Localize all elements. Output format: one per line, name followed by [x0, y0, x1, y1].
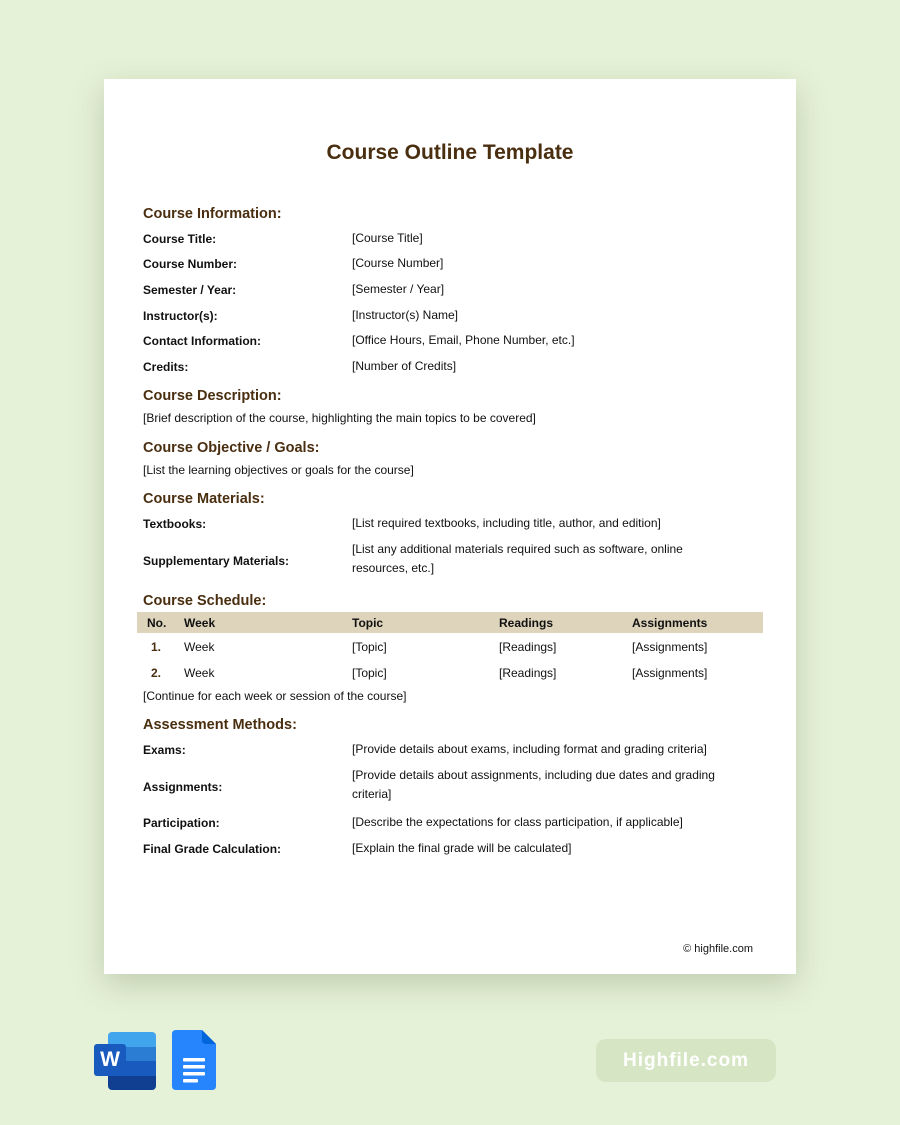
row-number: 1. [151, 640, 162, 654]
exams-value: [Provide details about exams, including format and grading criteria] [352, 742, 707, 756]
column-header-week: Week [184, 616, 216, 630]
participation-label: Participation: [143, 816, 220, 830]
course-objectives-text: [List the learning objectives or goals for the course] [143, 463, 414, 477]
supplementary-materials-value: [List any additional materials required such as software, online resources, etc.] [352, 542, 683, 575]
credits-value: [Number of Credits] [352, 359, 457, 373]
row-readings: [Readings] [499, 640, 557, 654]
contact-information-label: Contact Information: [143, 334, 261, 348]
row-topic: [Topic] [352, 640, 387, 654]
microsoft-word-icon[interactable] [94, 1032, 156, 1090]
supplementary-materials-label: Supplementary Materials: [143, 554, 290, 568]
semester-year-label: Semester / Year: [143, 283, 237, 297]
row-number: 2. [151, 666, 162, 680]
document-page [104, 79, 796, 974]
exams-label: Exams: [143, 743, 186, 757]
course-title-label: Course Title: [143, 232, 217, 246]
final-grade-calculation-label: Final Grade Calculation: [143, 842, 282, 856]
assignments-label: Assignments: [143, 780, 223, 794]
row-week: Week [184, 666, 215, 680]
contact-information-value: [Office Hours, Email, Phone Number, etc.] [352, 333, 575, 347]
instructor-label: Instructor(s): [143, 309, 218, 323]
column-header-assignments: Assignments [632, 616, 708, 630]
google-docs-icon[interactable] [172, 1030, 216, 1090]
participation-value: [Describe the expectations for class participation, if applicable] [352, 815, 683, 829]
row-week: Week [184, 640, 215, 654]
row-readings: [Readings] [499, 666, 557, 680]
column-header-readings: Readings [499, 616, 554, 630]
course-number-value: [Course Number] [352, 256, 444, 270]
course-description-text: [Brief description of the course, highlighting the main topics to be covered] [143, 411, 536, 425]
assignments-value: [Provide details about assignments, including due dates and grading criteria] [352, 768, 715, 801]
schedule-table-header [137, 612, 763, 633]
instructor-value: [Instructor(s) Name] [352, 308, 459, 322]
column-header-no: No. [147, 616, 167, 630]
credits-label: Credits: [143, 360, 189, 374]
textbooks-value: [List required textbooks, including title, author, and edition] [352, 516, 661, 530]
brand-badge[interactable]: Highfile.com [596, 1039, 776, 1082]
word-icon-letter: W [94, 1044, 126, 1076]
course-schedule-heading: Course Schedule: [143, 593, 267, 609]
row-topic: [Topic] [352, 666, 387, 680]
course-materials-heading: Course Materials: [143, 491, 265, 507]
semester-year-value: [Semester / Year] [352, 282, 445, 296]
textbooks-label: Textbooks: [143, 517, 207, 531]
course-number-label: Course Number: [143, 257, 238, 271]
course-title-value: [Course Title] [352, 231, 423, 245]
row-assignments: [Assignments] [632, 640, 708, 654]
column-header-topic: Topic [352, 616, 384, 630]
course-objectives-heading: Course Objective / Goals: [143, 440, 320, 456]
final-grade-calculation-value: [Explain the final grade will be calculated] [352, 841, 572, 855]
course-information-heading: Course Information: [143, 206, 282, 222]
course-description-heading: Course Description: [143, 388, 282, 404]
assessment-methods-heading: Assessment Methods: [143, 717, 297, 733]
row-assignments: [Assignments] [632, 666, 708, 680]
copyright-notice: © highfile.com [683, 943, 753, 955]
schedule-note: [Continue for each week or session of the course] [143, 689, 407, 703]
document-title: Course Outline Template [326, 141, 574, 164]
